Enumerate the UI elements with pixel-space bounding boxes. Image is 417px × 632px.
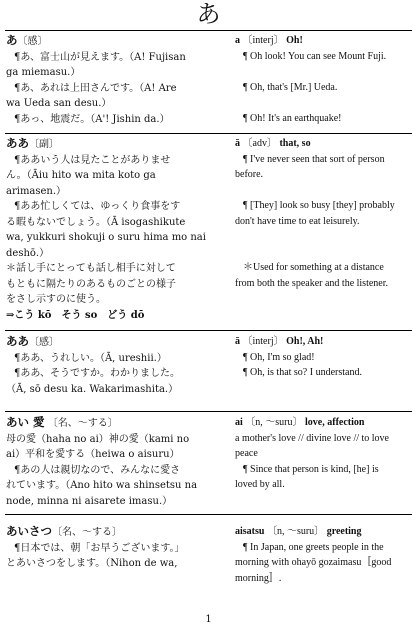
- header-rule: [5, 30, 412, 31]
- translation-line: ¶ Oh look! You can see Mount Fuji.: [243, 50, 387, 62]
- page-number: 1: [205, 614, 212, 625]
- example-line: れています。（Ano hito wa shinsetsu na: [6, 480, 198, 491]
- note-line: もともに隔たりのあるものごとの様子: [6, 278, 176, 290]
- example-line: る暇もないでしょう。（Ā isogashikute: [6, 216, 186, 228]
- entry-en: [235, 334, 413, 381]
- translation-line: morning〛.: [235, 572, 282, 584]
- entry-divider: [5, 330, 412, 331]
- pos-tag: 〔感〕: [29, 337, 59, 348]
- example-line: ai）平和を愛する（heiwa o aisuru）: [6, 449, 180, 460]
- example-line: ga miemasu.）: [6, 67, 81, 78]
- example-line: wa, yukkuri shokuji o suru hima mo nai: [6, 232, 206, 243]
- pos-tag: 〔interj〕: [242, 35, 284, 46]
- example-line: ¶ああ、そうですか。わかりました。: [14, 368, 180, 379]
- note-line: ＊話し手にとっても話し相手に対して: [6, 263, 176, 274]
- entry-jp: [6, 334, 224, 397]
- example-line: node, minna ni aisarete imasu.）: [6, 495, 173, 507]
- example-line: ¶日本では、朝「お早うございます。」: [14, 542, 185, 554]
- pos-tag: 〔n, 〜suru〕: [245, 417, 303, 428]
- translation-line: [235, 245, 413, 261]
- pos-tag: 〔副〕: [29, 139, 59, 150]
- note-line: from both the speaker and the listener.: [235, 277, 389, 289]
- entry-en: [235, 33, 413, 126]
- example-line: ¶あ、あれは上田さんです。（A! Are: [14, 82, 177, 94]
- page-header-kana: あ: [196, 0, 221, 28]
- translation-line: ¶ [They] look so busy [they] probably: [243, 200, 395, 211]
- translation-line: peace: [235, 448, 258, 459]
- translation-line: ¶ In Japan, one greets people in the: [243, 541, 384, 553]
- headword: ああ: [6, 334, 29, 348]
- translation-line: morning with ohayō gozaimasu〚good: [235, 557, 392, 568]
- note-line: をさし示すのに使う。: [6, 294, 106, 305]
- headword: あいさつ: [6, 524, 52, 538]
- headword-romaji: ā: [235, 336, 240, 347]
- entry-divider: [5, 133, 412, 134]
- headword-romaji: ai: [235, 417, 243, 428]
- translation-line: before.: [235, 169, 264, 180]
- example-line: ¶あ、富士山が見えます。（A! Fujisan: [14, 51, 186, 63]
- cross-reference: ⇒こう kō そう so どう dō: [6, 309, 145, 321]
- pos-tag: 〔名、〜する〕: [52, 527, 122, 538]
- entry-divider: [5, 514, 412, 515]
- example-line: （Ā, sō desu ka. Wakarimashita.）: [6, 383, 179, 395]
- example-line: ¶ああいう人は見たことがありませ: [14, 154, 171, 166]
- example-line: 母の愛（haha no ai）神の愛（kami no: [6, 433, 190, 445]
- headword-romaji: a: [235, 35, 240, 46]
- note-line: ＊Used for something at a distance: [243, 262, 384, 273]
- entry-jp: [6, 415, 224, 509]
- example-line: ¶ああ、うれしい。（Ā, ureshii.）: [14, 352, 167, 364]
- pos-tag: 〔interj〕: [242, 336, 284, 347]
- example-line: deshō.）: [6, 247, 50, 259]
- translation-line: [235, 64, 413, 80]
- translation-line: ¶ Oh, that's [Mr.] Ueda.: [243, 81, 338, 93]
- example-line: とあいさつをします。（Nihon de wa,: [6, 558, 178, 569]
- example-line: arimasen.）: [6, 185, 67, 197]
- translation-line: ¶ Oh, is that so? I understand.: [243, 367, 362, 378]
- gloss: that, so: [279, 138, 311, 149]
- translation-line: [235, 229, 413, 245]
- example-line: wa Ueda san desu.）: [6, 98, 112, 109]
- pos-tag: 〔名、〜する〕: [47, 418, 118, 429]
- pos-tag: 〔adv〕: [242, 138, 277, 149]
- pos-tag: 〔n, 〜suru〕: [266, 526, 325, 537]
- headword-romaji: aisatsu: [235, 526, 265, 537]
- entry-en: [235, 136, 413, 291]
- entry-en: [235, 415, 413, 493]
- pos-tag: 〔感〕: [17, 36, 48, 47]
- gloss: Oh!: [286, 35, 303, 46]
- translation-line: ¶ Since that person is kind, [he] is: [243, 463, 379, 475]
- entry-jp: [6, 33, 224, 127]
- translation-line: [235, 183, 413, 199]
- translation-line: don't have time to eat leisurely.: [235, 215, 360, 227]
- entry-jp: [6, 136, 224, 323]
- headword: ああ: [6, 136, 29, 150]
- entry-divider: [5, 411, 412, 412]
- gloss: greeting: [326, 526, 362, 537]
- example-line: ¶あっ、地震だ。（A'! Jishin da.）: [14, 113, 170, 125]
- translation-line: ¶ Oh, I'm so glad!: [243, 351, 315, 363]
- example-line: ん。（Āiu hito wa mita koto ga: [6, 170, 156, 181]
- entry-jp: [6, 524, 224, 572]
- example-line: ¶あの人は親切なので、みんなに愛さ: [14, 464, 181, 476]
- headword: あ: [6, 33, 18, 47]
- translation-line: [235, 95, 413, 111]
- translation-line: ¶ Oh! It's an earthquake!: [243, 112, 342, 124]
- translation-line: loved by all.: [235, 479, 285, 490]
- gloss: love, affection: [305, 417, 365, 428]
- headword-romaji: ā: [235, 138, 240, 149]
- gloss: Oh!, Ah!: [286, 336, 324, 347]
- translation-line: ¶ I've never seen that sort of person: [243, 153, 385, 165]
- entry-en: [235, 524, 413, 586]
- example-line: ¶ああ忙しくては、ゆっくり食事をす: [14, 201, 181, 212]
- translation-line: a mother's love // divine love // to love: [235, 432, 389, 444]
- headword: あい 愛: [6, 415, 45, 429]
